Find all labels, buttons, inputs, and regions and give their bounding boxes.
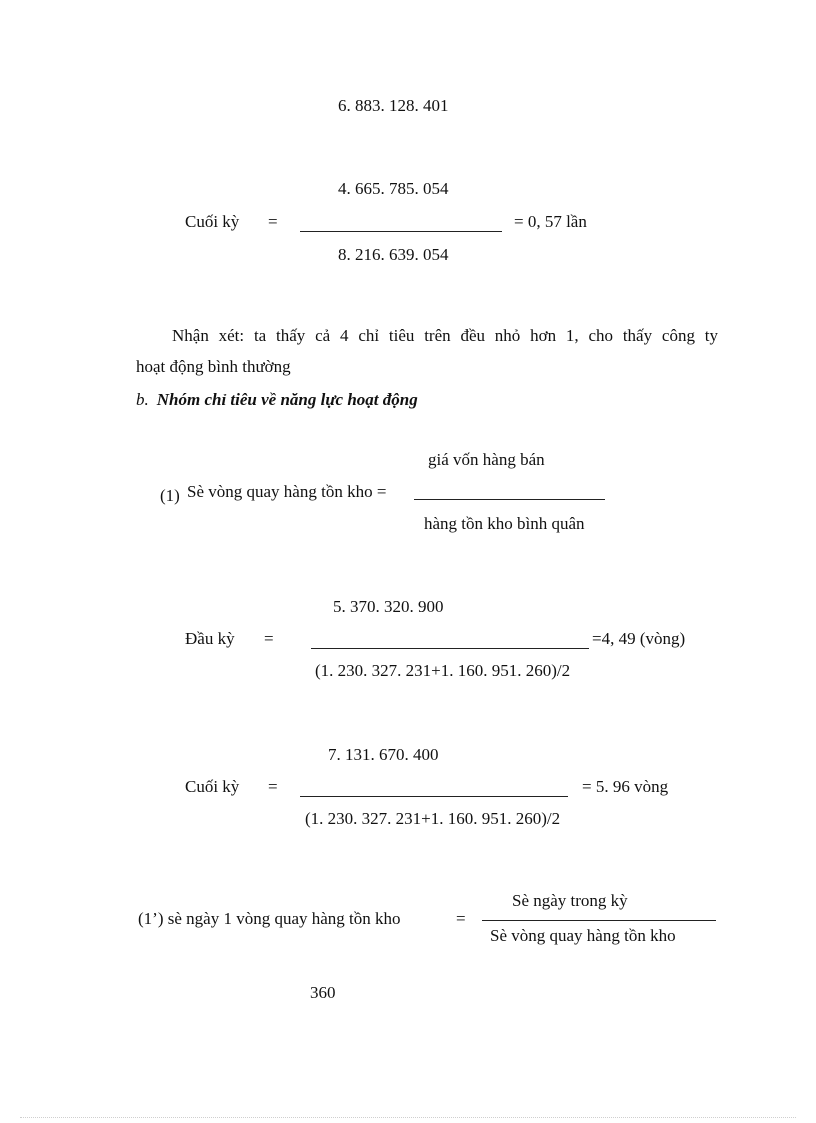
page-number: 360 bbox=[310, 983, 336, 1002]
dau-ky-fraction-bar bbox=[311, 648, 589, 649]
formula-1b-fraction-bar bbox=[482, 920, 716, 921]
formula-1-fraction-bar bbox=[414, 499, 605, 500]
formula-1-numerator: giá vốn hàng bán bbox=[428, 450, 545, 469]
comment-line-2: hoạt động bình thường bbox=[136, 357, 291, 376]
comment-line-1: Nhận xét: ta thấy cả 4 chỉ tiêu trên đều nhỏ hơn 1, cho thấy công ty bbox=[172, 326, 718, 345]
cuoi-ky-label: Cuối kỳ bbox=[185, 212, 240, 231]
cuoi-ky2-equals: = bbox=[268, 777, 278, 796]
cuoi-ky-fraction-bar bbox=[300, 231, 502, 232]
cuoi-ky2-fraction-bar bbox=[300, 796, 568, 797]
formula-1-label: Sè vòng quay hàng tồn kho = bbox=[187, 482, 387, 501]
formula-1b-numerator: Sè ngày trong kỳ bbox=[512, 891, 628, 910]
top-value: 6. 883. 128. 401 bbox=[338, 96, 449, 115]
cuoi-ky-denominator: 8. 216. 639. 054 bbox=[338, 245, 449, 264]
formula-1-index: (1) bbox=[160, 486, 180, 505]
cuoi-ky2-numerator: 7. 131. 670. 400 bbox=[328, 745, 439, 764]
cuoi-ky-equals: = bbox=[268, 212, 278, 231]
cuoi-ky-result: = 0, 57 lần bbox=[514, 212, 587, 231]
formula-1b-equals: = bbox=[456, 909, 466, 928]
section-b-heading bbox=[136, 390, 418, 410]
formula-1-denominator: hàng tồn kho bình quân bbox=[424, 514, 585, 533]
cuoi-ky2-label: Cuối kỳ bbox=[185, 777, 240, 796]
section-b-title: Nhóm chỉ tiêu về năng lực hoạt động bbox=[156, 390, 418, 409]
page-bottom-divider bbox=[20, 1117, 796, 1118]
formula-1b-denominator: Sè vòng quay hàng tồn kho bbox=[490, 926, 676, 945]
cuoi-ky-numerator: 4. 665. 785. 054 bbox=[338, 179, 449, 198]
dau-ky-equals: = bbox=[264, 629, 274, 648]
comment-paragraph bbox=[136, 320, 718, 382]
dau-ky-result: =4, 49 (vòng) bbox=[592, 629, 686, 648]
section-b-label: b. bbox=[136, 390, 149, 409]
formula-1b-label: (1’) sè ngày 1 vòng quay hàng tồn kho bbox=[138, 909, 401, 928]
cuoi-ky2-result: = 5. 96 vòng bbox=[582, 777, 669, 796]
cuoi-ky2-denominator: (1. 230. 327. 231+1. 160. 951. 260)/2 bbox=[305, 809, 561, 828]
dau-ky-numerator: 5. 370. 320. 900 bbox=[333, 597, 444, 616]
dau-ky-label: Đầu kỳ bbox=[185, 629, 235, 648]
dau-ky-denominator: (1. 230. 327. 231+1. 160. 951. 260)/2 bbox=[315, 661, 571, 680]
